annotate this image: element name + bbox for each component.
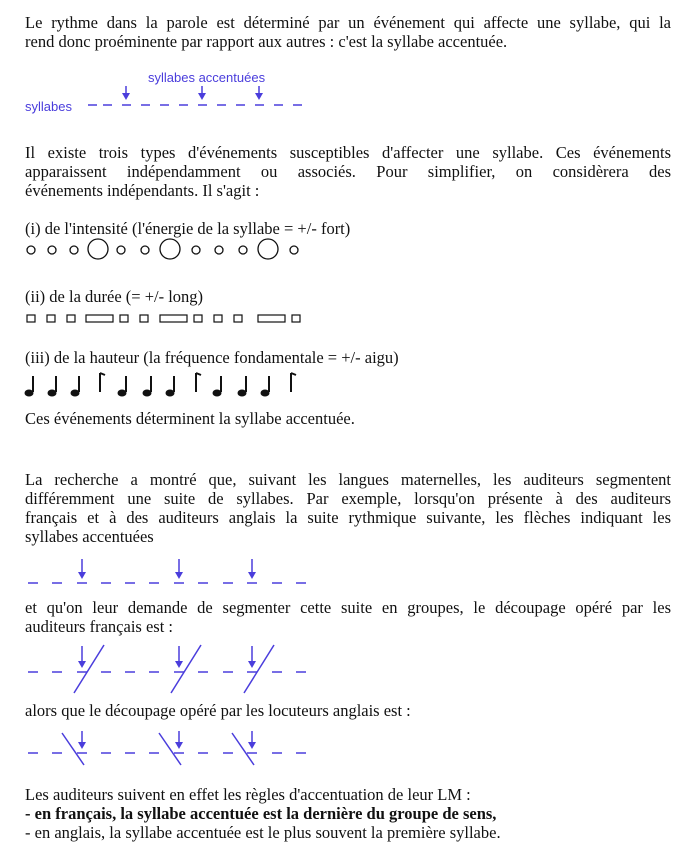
conclusion-paragraph xyxy=(25,785,671,842)
short-syllable-box xyxy=(67,315,75,322)
short-syllable-box xyxy=(292,315,300,322)
segment-boundary-line xyxy=(62,733,84,765)
pitch-notes xyxy=(0,370,697,400)
accent-arrow-head xyxy=(78,742,86,749)
accent-arrow-head xyxy=(248,742,256,749)
strong-syllable-circle xyxy=(88,239,108,259)
text-line: événements indépendants. Il s'agit : xyxy=(25,181,260,200)
weak-syllable-circle xyxy=(117,246,125,254)
accent-arrow-head xyxy=(122,93,130,100)
intro-paragraph xyxy=(25,13,671,51)
text-line: rend donc proéminente par rapport aux autres : c'est la syllabe accentuée. xyxy=(25,32,508,51)
long-syllable-box xyxy=(86,315,113,322)
weak-syllable-circle xyxy=(48,246,56,254)
short-syllable-box xyxy=(27,315,35,322)
weak-syllable-circle xyxy=(290,246,298,254)
weak-syllable-circle xyxy=(215,246,223,254)
text-line: syllabes accentuées xyxy=(25,527,154,546)
pitch-label: (iii) de la hauteur (la fréquence fondamentale = +/- aigu) xyxy=(25,348,399,367)
segment-boundary-line xyxy=(159,733,181,765)
text-line: Il existe trois types d'événements susceptibles d'affecter une syllabe. Ces événements xyxy=(25,143,671,162)
accent-arrow-head xyxy=(175,572,183,579)
weak-syllable-circle xyxy=(192,246,200,254)
text-line: Le rythme dans la parole est déterminé par un événement qui affecte une syllabe, qui la xyxy=(25,13,671,32)
accent-arrow-head xyxy=(78,661,86,668)
strong-syllable-circle xyxy=(258,239,278,259)
short-syllable-box xyxy=(234,315,242,322)
research-paragraph xyxy=(25,470,671,546)
segment-boundary-line xyxy=(244,645,274,693)
intensity-circles xyxy=(0,238,697,260)
weak-syllable-circle xyxy=(141,246,149,254)
english-segmentation-text: alors que le découpage opéré par les locuteurs anglais est : xyxy=(25,701,411,720)
accented-syllables-label: syllabes accentuées xyxy=(148,70,266,85)
text-line: français et à des auditeurs anglais la suite rythmique suivante, les flèches indiquant les xyxy=(25,508,671,527)
intensity-label: (i) de l'intensité (l'énergie de la syllabe = +/- fort) xyxy=(25,219,351,238)
text-line: et qu'on leur demande de segmenter cette suite en groupes, le découpage opéré par les xyxy=(25,598,671,617)
english-rule: - en anglais, la syllabe accentuée est le plus souvent la première syllabe. xyxy=(25,823,501,842)
segment-boundary-line xyxy=(171,645,201,693)
short-syllable-box xyxy=(47,315,55,322)
syllables-diagram xyxy=(0,68,697,118)
text-line: La recherche a montré que, suivant les langues maternelles, les auditeurs segmentent xyxy=(25,470,671,489)
rhythm-sequence-diagram xyxy=(0,553,697,593)
weak-syllable-circle xyxy=(70,246,78,254)
accent-arrow-head xyxy=(198,93,206,100)
text-line: apparaissent indépendamment ou associés. Pour simplifier, on considèrera des xyxy=(25,162,671,181)
weak-syllable-circle xyxy=(27,246,35,254)
french-rule: - en français, la syllabe accentuée est la dernière du groupe de sens, xyxy=(25,804,497,823)
short-syllable-box xyxy=(120,315,128,322)
segmentation-paragraph xyxy=(25,598,671,636)
strong-syllable-circle xyxy=(160,239,180,259)
english-segmentation-diagram xyxy=(0,727,697,772)
short-syllable-box xyxy=(214,315,222,322)
accent-arrow-head xyxy=(248,661,256,668)
conclusion-intro: Les auditeurs suivent en effet les règles d'accentuation de leur LM : xyxy=(25,785,471,804)
accent-arrow-head xyxy=(175,742,183,749)
duration-label: (ii) de la durée (= +/- long) xyxy=(25,287,204,306)
long-syllable-box xyxy=(258,315,285,322)
accent-arrow-head xyxy=(175,661,183,668)
accent-arrow-head xyxy=(78,572,86,579)
duration-rectangles xyxy=(0,312,697,326)
segment-boundary-line xyxy=(74,645,104,693)
weak-syllable-circle xyxy=(239,246,247,254)
events-conclusion: Ces événements déterminent la syllabe accentuée. xyxy=(25,409,355,428)
long-syllable-box xyxy=(160,315,187,322)
accent-arrow-head xyxy=(255,93,263,100)
event-types-paragraph xyxy=(25,143,671,200)
short-syllable-box xyxy=(194,315,202,322)
short-syllable-box xyxy=(140,315,148,322)
accent-arrow-head xyxy=(248,572,256,579)
text-line: auditeurs français est : xyxy=(25,617,173,636)
text-line: différemment une suite de syllabes. Par exemple, lorsqu'on présente à des auditeurs xyxy=(25,489,671,508)
syllables-label: syllabes xyxy=(25,99,72,114)
segment-boundary-line xyxy=(232,733,254,765)
french-segmentation-diagram xyxy=(0,640,697,695)
